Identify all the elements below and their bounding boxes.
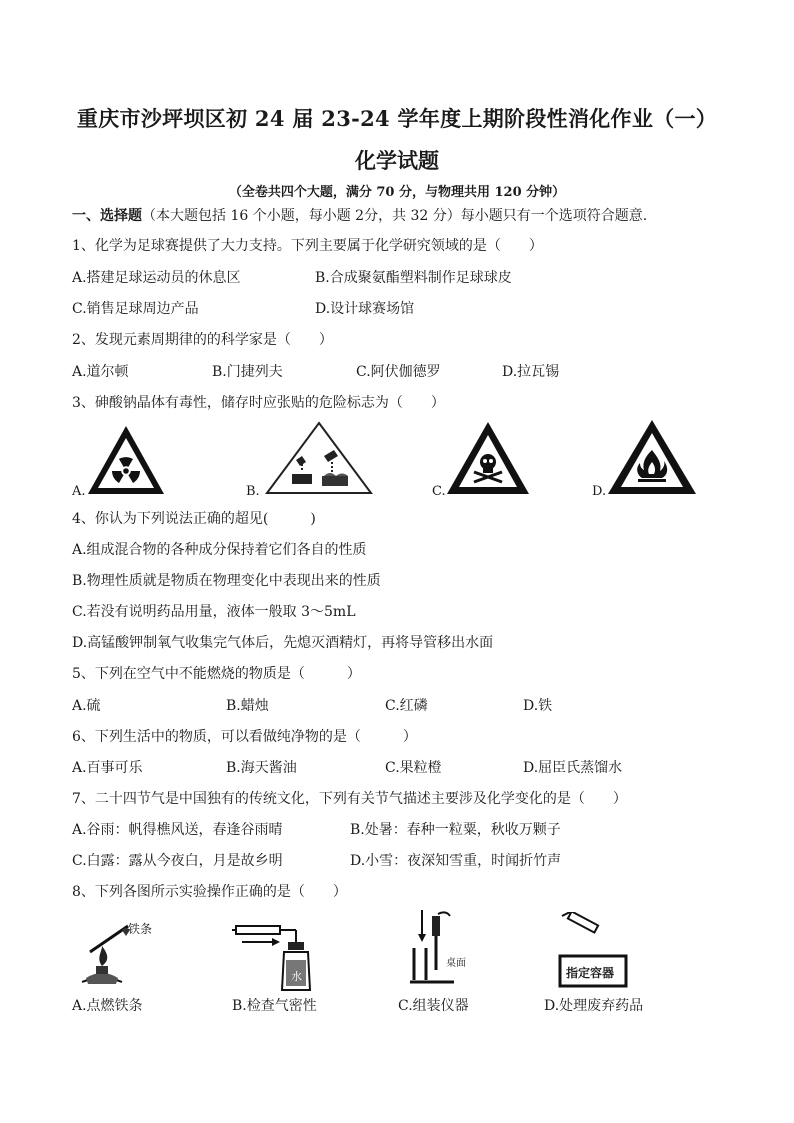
q8-option-d: D.处理废弃药品 [544,998,644,1014]
question-4-stem: 4、你认为下列说法正确的超见( ) [72,511,316,527]
q3-option-d: D. [592,484,607,499]
q8-option-a: A.点燃铁条 [72,998,143,1014]
radiation-sign-icon [86,424,166,496]
section-label: 一、选择题 [72,208,142,224]
figure-dispose-waste [552,912,642,992]
section-heading [72,206,647,226]
q6-option-a: A.百事可乐 [72,760,143,776]
q7-option-b: B.处暑：春种一粒粟，秋收万颗子 [350,822,561,838]
q4-option-d: D.高锰酸钾制氧气收集完气体后，先熄灭酒精灯，再将导管移出水面 [72,635,494,651]
q4-option-c: C.若没有说明药品用量，液体一般取 3～5mL [72,604,356,620]
q5-option-d: D.铁 [523,698,553,714]
q5-option-c: C.红磷 [385,698,428,714]
q3-option-a: A. [72,484,86,499]
q7-option-d: D.小雪：夜深知雪重，时闻折竹声 [350,853,562,869]
corrosive-sign-icon [264,420,374,496]
question-8-stem: 8、下列各图所示实验操作正确的是（ ） [72,884,347,900]
question-5-stem: 5、下列在空气中不能燃烧的物质是（ ） [72,666,361,682]
q4-option-a: A.组成混合物的各种成分保持着它们各自的性质 [72,542,367,558]
q1-option-d: D.设计球赛场馆 [315,301,415,317]
q8-option-c: C.组装仪器 [398,998,469,1014]
toxic-skull-sign-icon [445,420,531,496]
q2-option-b: B.门捷列夫 [212,364,283,380]
q5-option-b: B.蜡烛 [226,698,269,714]
q4-option-b: B.物理性质就是物质在物理变化中表现出来的性质 [72,573,381,589]
q3-option-b: B. [246,484,260,499]
q1-option-b: B.合成聚氨酯塑料制作足球球皮 [315,270,512,286]
label-desk: 桌面 [446,958,466,969]
question-6-stem: 6、下列生活中的物质，可以看做纯净物的是（ ） [72,729,417,745]
figure-check-airtightness [232,916,332,992]
q6-option-d: D.屈臣氏蒸馏水 [523,760,623,776]
q6-option-c: C.果粒橙 [385,760,442,776]
label-designated-container: 指定容器 [566,966,615,980]
q6-option-b: B.海天酱油 [226,760,297,776]
q1-option-c: C.销售足球周边产品 [72,301,199,317]
question-3-stem: 3、砷酸钠晶体有毒性，储存时应张贴的危险标志为（ ） [72,395,445,411]
figure-assemble-apparatus [408,908,488,992]
q5-option-a: A.硫 [72,698,101,714]
q7-option-a: A.谷雨：帆得樵风送，春逢谷雨晴 [72,822,283,838]
question-7-stem: 7、二十四节气是中国独有的传统文化，下列有关节气描述主要涉及化学变化的是（ ） [72,791,627,807]
question-2-stem: 2、发现元素周期律的的科学家是（ ） [72,332,333,348]
exam-subtitle: 化学试题 [355,148,439,173]
exam-title: 重庆市沙坪坝区初 24 届 23-24 学年度上期阶段性消化作业（一） [76,106,718,131]
exam-note: （全卷共四个大题，满分 70 分，与物理共用 120 分钟） [228,185,566,200]
q1-option-a: A.搭建足球运动员的休息区 [72,270,241,286]
question-1-stem: 1、化学为足球赛提供了大力支持。下列主要属于化学研究领域的是（ ） [72,238,543,254]
q3-option-c: C. [432,484,446,499]
q2-option-c: C.阿伏伽德罗 [356,364,441,380]
label-iron-strip: 铁条 [128,922,153,936]
q7-option-c: C.白露：露从今夜白，月是故乡明 [72,853,283,869]
flammable-sign-icon [606,418,698,496]
q2-option-d: D.拉瓦锡 [502,364,560,380]
figure-ignite-iron-strip [72,912,182,990]
section-description: （本大题包括 16 个小题，每小题 2分，共 32 分）每小题只有一个选项符合题意. [142,208,648,224]
q8-option-b: B.检查气密性 [232,998,317,1014]
q2-option-a: A.道尔顿 [72,364,129,380]
label-water: 水 [291,970,302,983]
